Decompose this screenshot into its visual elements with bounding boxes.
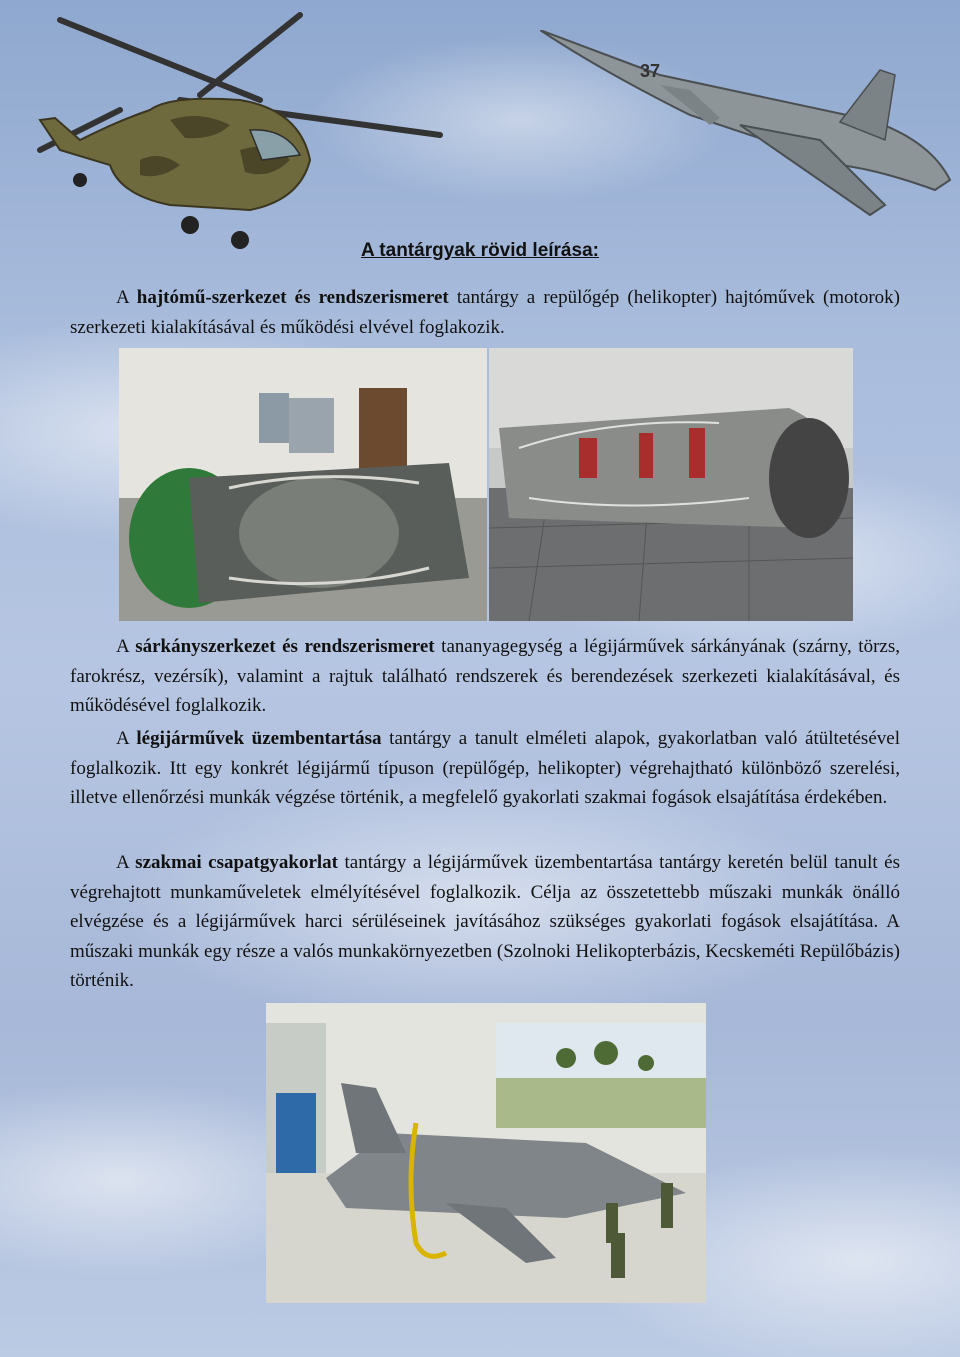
jet-tail-number: 37: [640, 61, 661, 81]
paragraph-airframe: A sárkányszerkezet és rendszerismeret tananyagegység a légijárművek sárkányának (szárny, törzs, farokrész, vezérsík), valamint a rajtuk található rendszerek és berendezések szerkezeti kialakításával, és működésével foglalkozik.: [70, 636, 900, 716]
subject-maintenance: légijárművek üzembentartása: [136, 728, 382, 749]
engine-photo-left: [119, 348, 487, 621]
helicopter-image: [0, 0, 450, 270]
paragraph-engine: A hajtómű-szerkezet és rendszerismeret tantárgy a repülőgép (helikopter) hajtóművek (motorok) szerkezeti kialakításával és működési elvével foglakozik.: [70, 287, 900, 338]
subject-engine: hajtómű-szerkezet és rendszerismeret: [136, 287, 449, 308]
fighter-jet-image: [540, 30, 960, 220]
hangar-photo: [266, 1003, 706, 1303]
engine-photo-right: [489, 348, 853, 621]
subject-airframe: sárkányszerkezet és rendszerismeret: [135, 636, 435, 657]
subject-team-practice: szakmai csapatgyakorlat: [135, 852, 338, 873]
paragraph-maintenance: A légijárművek üzembentartása tantárgy a tanult elméleti alapok, gyakorlatban való átültetésével foglalkozik. Itt egy konkrét légijármű típuson (repülőgép, helikopter) végrehajtható különböző szerelési, illetve ellenőrzési munkák végzése történik, a megfelelő gyakorlati szakmai fogások elsajátítása érdekében.: [70, 728, 900, 808]
page-title: A tantárgyak rövid leírása:: [361, 240, 599, 261]
paragraph-team-practice: A szakmai csapatgyakorlat tantárgy a légijárművek üzembentartása tantárgy keretén belül tanult és végrehajtott munkaműveletek elmélyítésével foglalkozik. Célja az összetettebb műszaki munkák önálló elvégzése és a légijárművek harci sérüléseinek javításához szükséges gyakorlati fogások elsajátítása. A műszaki munkák egy része a valós munkakörnyezetben (Szolnoki Helikopterbázis, Kecskeméti Repülőbázis) történik.: [70, 852, 901, 991]
door: [359, 388, 407, 478]
